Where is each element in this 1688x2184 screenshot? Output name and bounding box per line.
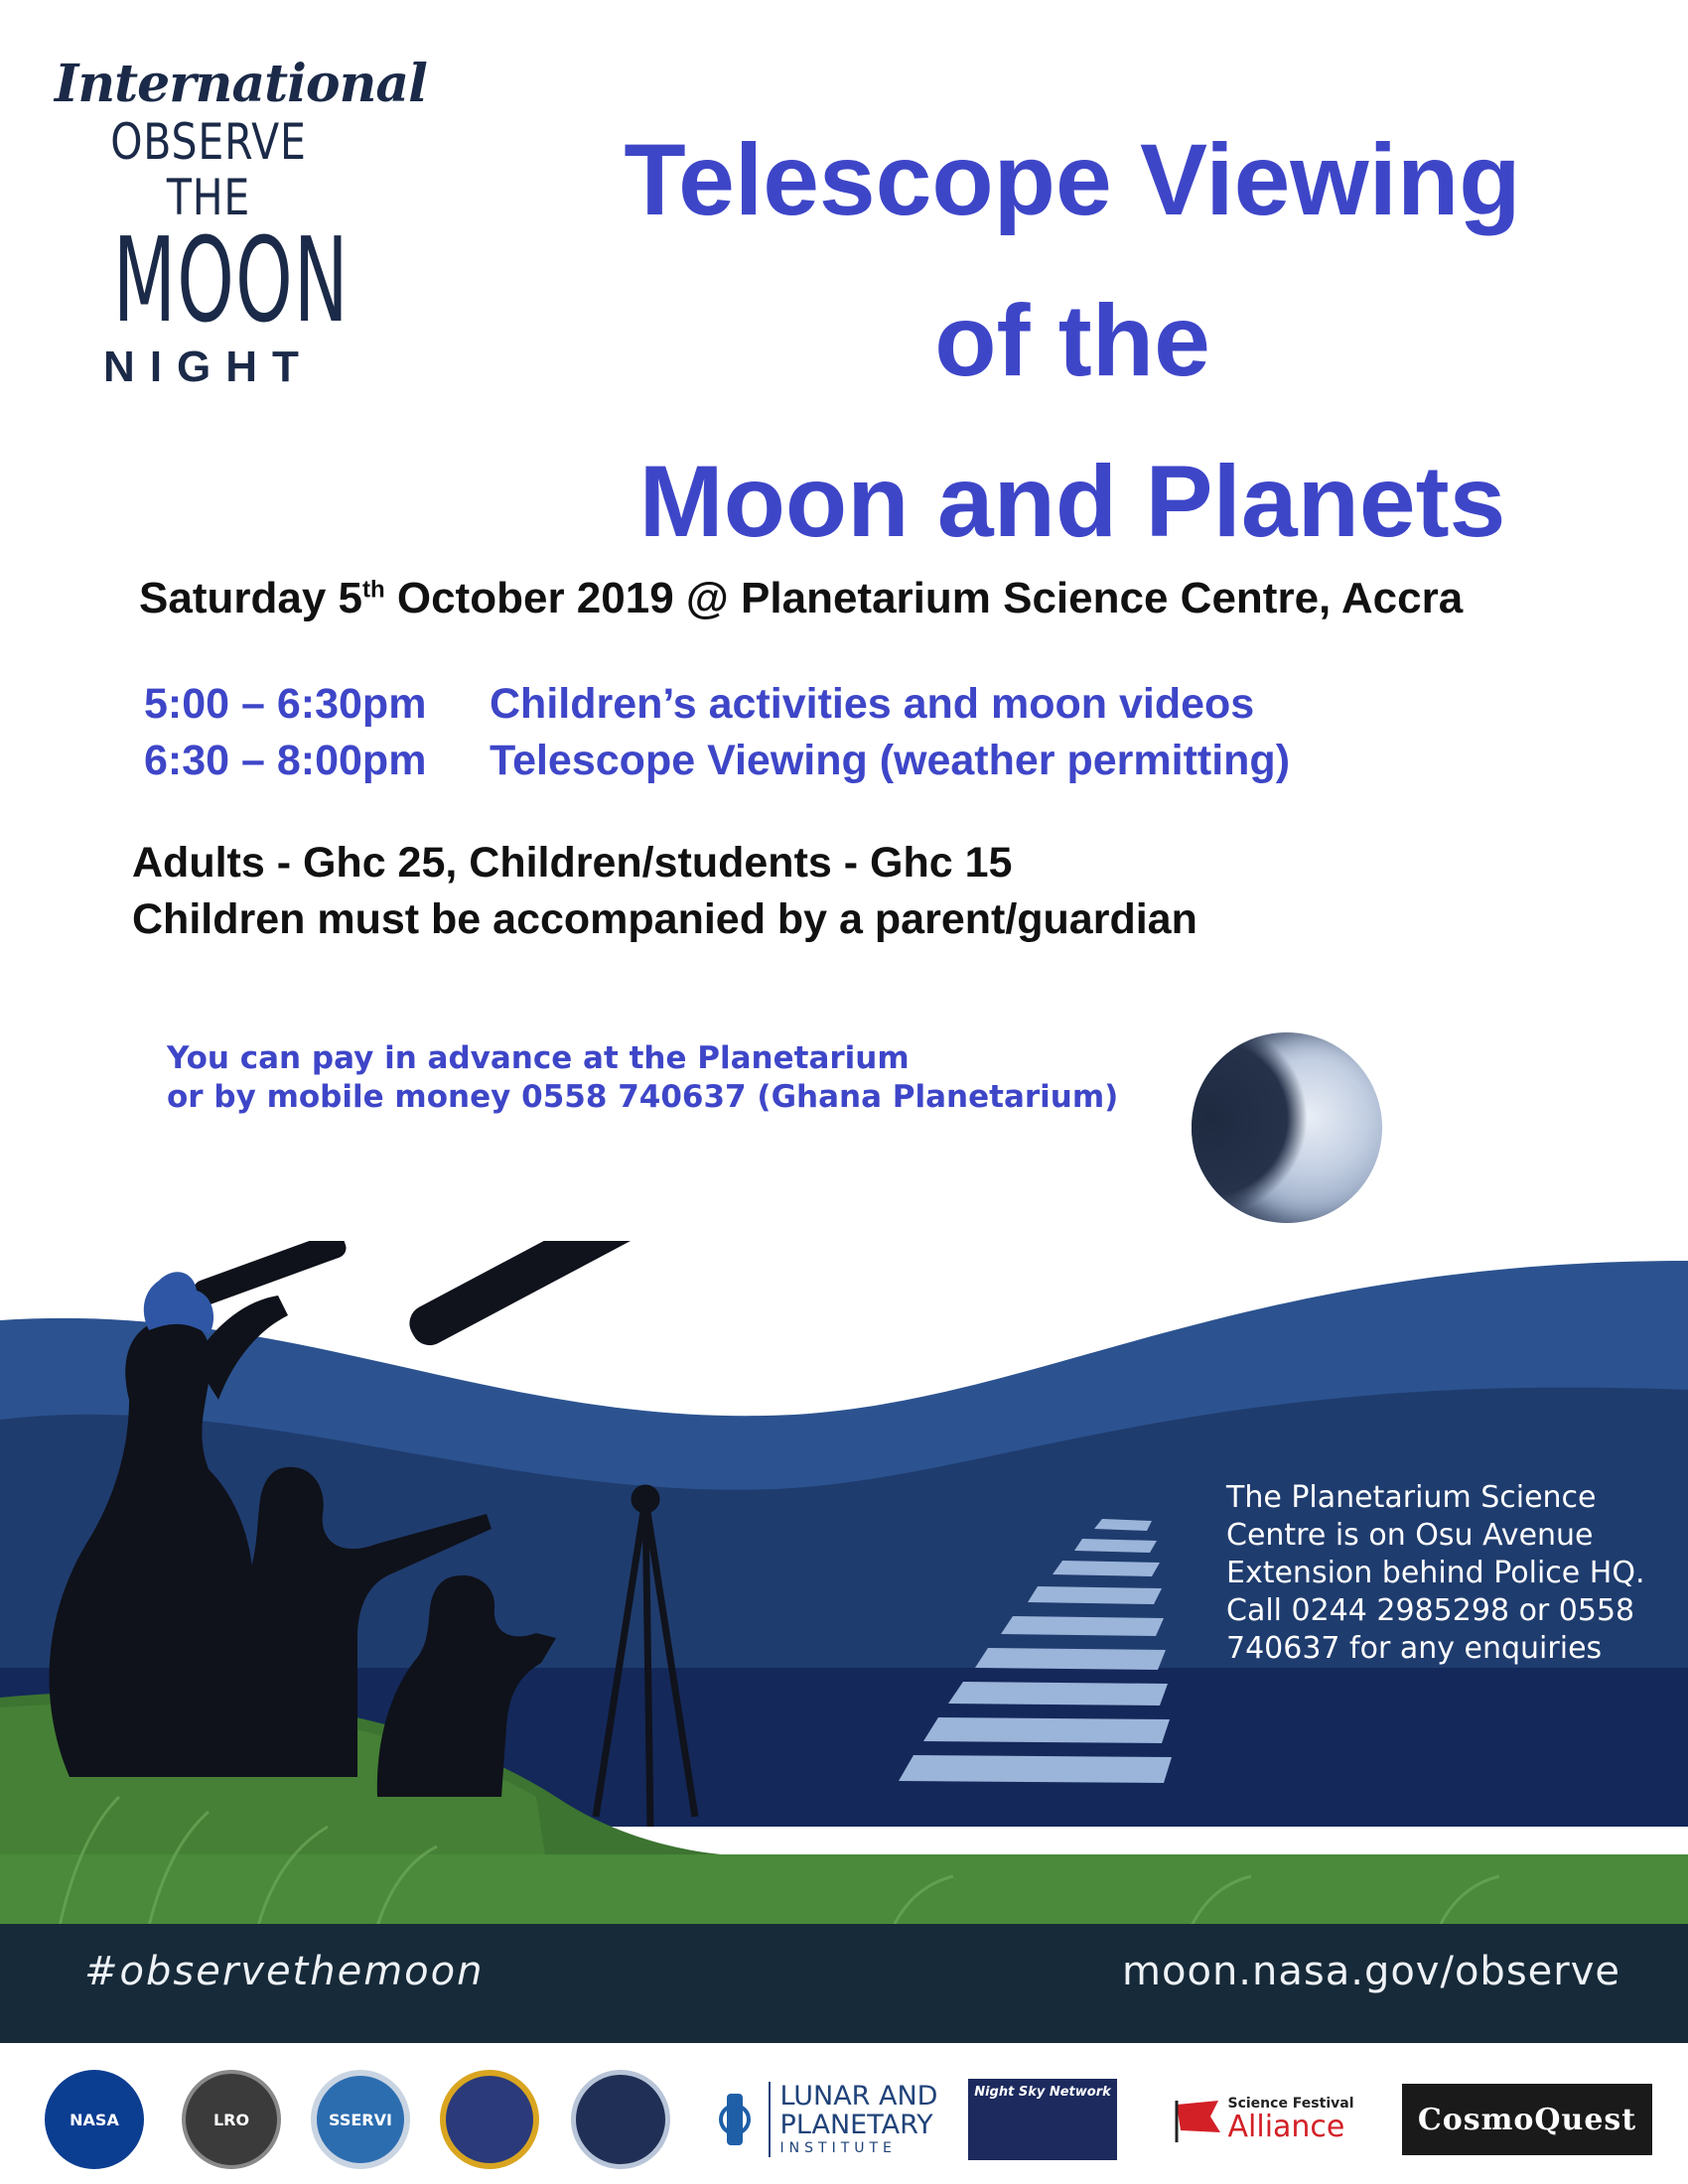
lpi-line-2: PLANETARY [779,2110,933,2140]
astronomical-society-seal [435,2065,544,2174]
lpi-line-1: LUNAR AND [779,2081,938,2112]
sfa-flag-icon [1169,2095,1228,2144]
date-prefix: Saturday 5 [139,574,362,622]
schedule-row [144,737,1290,785]
logo-line-moon: MOON [112,211,350,348]
title-line-3: Moon and Planets [638,445,1506,558]
lpi-line-3: INSTITUTE [779,2140,897,2156]
nasa-logo [40,2065,149,2174]
grass-strip [0,1854,1688,1926]
venue-contact-info: The Planetarium Science Centre is on Osu Avenue Extension behind Police HQ. Call 0244 2985298 or 0558 740637 for any enquiries [1226,1480,1645,1666]
lro-logo [177,2065,286,2174]
observe-the-moon-logo [55,54,427,391]
payment-info-line-1: You can pay in advance at the Planetarium [167,1040,910,1076]
title-line-2: of the [934,284,1210,397]
moon-illustration [1192,1032,1382,1223]
night-sky-network-text: Night Sky Network [968,2079,1117,2160]
logo-line-night: NIGHT [103,342,314,391]
cosmoquest-logo [1398,2065,1656,2174]
payment-info-line-2: or by mobile money 0558 740637 (Ghana Planetarium) [167,1079,1119,1115]
date-rest: October 2019 @ Planetarium Science Centre, Accra [384,574,1464,622]
ticket-prices: Adults - Ghc 25, Children/students - Ghc 15 [132,839,1013,887]
accompaniment-notice: Children must be accompanied by a parent/guardian [132,895,1197,943]
schedule-activity: Children’s activities and moon videos [490,680,1255,728]
event-date-venue [139,574,1463,623]
sservi-logo-text: SSERVI [311,2070,410,2169]
lpi-icon [715,2090,755,2149]
poster-title [496,99,1648,582]
nasa-logo-text: NASA [45,2070,144,2169]
schedule-time: 6:30 – 8:00pm [144,737,427,784]
lunar-planetary-institute-logo [707,2065,945,2174]
title-line-1: Telescope Viewing [624,123,1521,236]
sfa-line-2: Alliance [1227,2110,1345,2144]
planetary-science-institute-seal [566,2065,675,2174]
hashtag: #observethemoon [84,1949,485,1994]
date-ordinal-suffix: th [361,576,385,604]
schedule-activity: Telescope Viewing (weather permitting) [490,737,1291,784]
science-festival-alliance-logo [1152,2065,1370,2174]
logo-line-observe-the: OBSERVE THE [110,113,307,226]
cosmoquest-text: CosmoQuest [1402,2084,1652,2155]
website-url: moon.nasa.gov/observe [1122,1949,1620,1994]
night-sky-network-logo [968,2065,1117,2174]
schedule-time: 5:00 – 6:30pm [144,680,427,728]
sservi-logo [306,2065,415,2174]
sfa-line-1: Science Festival [1227,2096,1354,2112]
schedule-row [144,680,1254,729]
lro-logo-text: LRO [182,2070,281,2169]
logo-line-international: International [55,54,427,114]
